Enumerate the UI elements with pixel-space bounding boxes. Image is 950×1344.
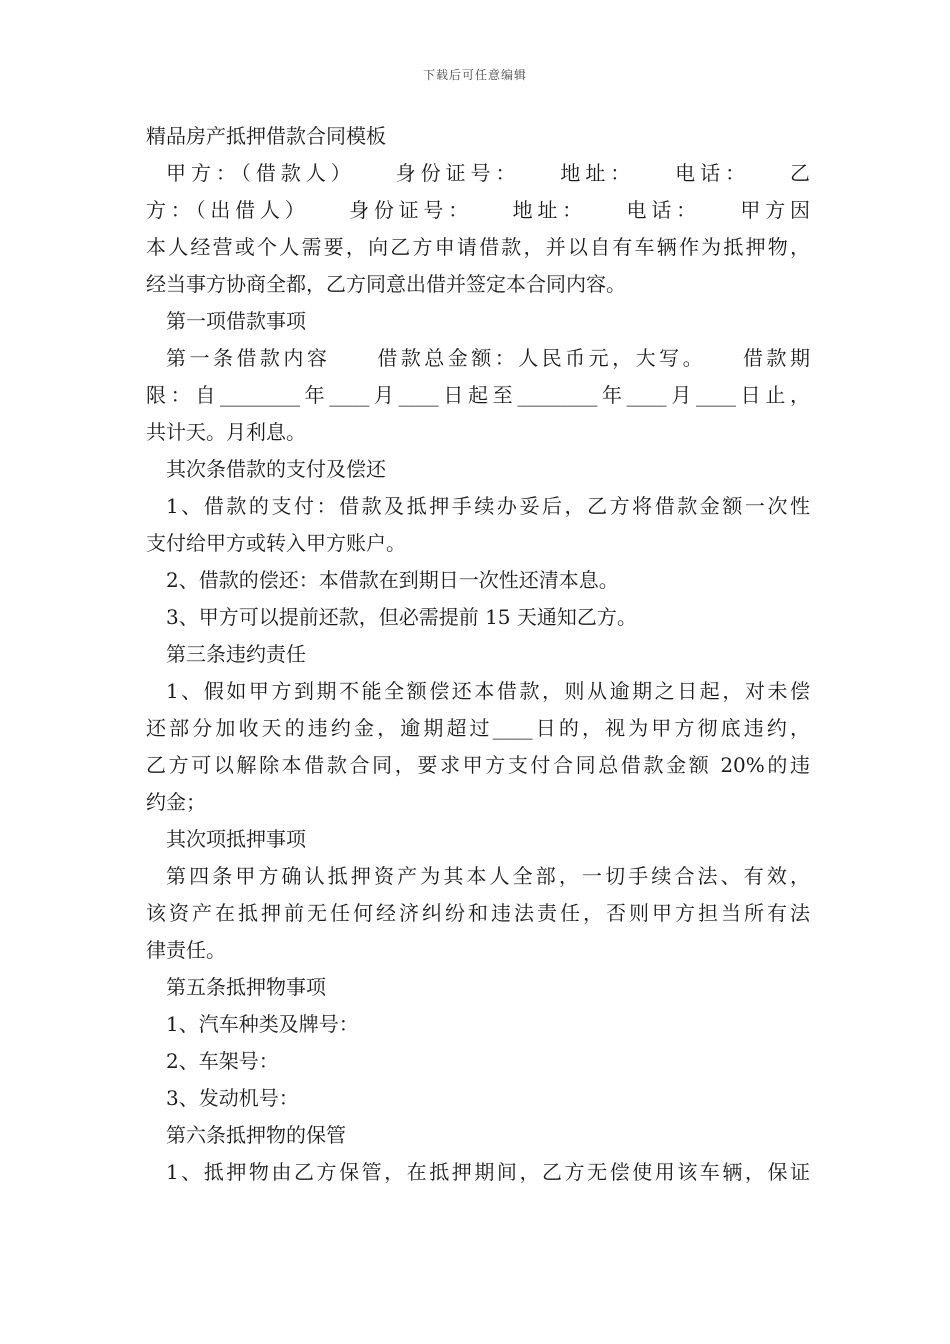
document-line: 第五条抵押物事项 bbox=[166, 975, 326, 999]
document-line: 第一条借款内容 借款总金额：人民币元，大写。 借款期 bbox=[166, 346, 810, 370]
document-line: 2、车架号： bbox=[166, 1049, 279, 1073]
page-header: 下载后可任意编辑 bbox=[422, 68, 527, 82]
document-line: 共计天。月利息。 bbox=[146, 420, 306, 444]
document-line: 第三条违约责任 bbox=[166, 642, 306, 666]
document-line: 还部分加收天的违约金，逾期超过____日的，视为甲方彻底违约， bbox=[146, 716, 810, 740]
document-line: 1、借款的支付：借款及抵押手续办妥后，乙方将借款金额一次性 bbox=[166, 494, 810, 518]
document-line: 第四条甲方确认抵押资产为其本人全部，一切手续合法、有效， bbox=[166, 864, 810, 888]
document-line: 3、发动机号： bbox=[166, 1086, 299, 1110]
document-body bbox=[146, 118, 810, 1191]
document-line: 其次项抵押事项 bbox=[166, 827, 306, 851]
document-line: 2、借款的偿还：本借款在到期日一次性还清本息。 bbox=[166, 568, 619, 592]
document-line: 本人经营或个人需要，向乙方申请借款，并以自有车辆作为抵押物， bbox=[146, 235, 810, 259]
document-line: 经当事方协商全都，乙方同意出借并签定本合同内容。 bbox=[146, 272, 626, 296]
document-line: 该资产在抵押前无任何经济纠纷和违法责任，否则甲方担当所有法 bbox=[146, 901, 810, 925]
document-line: 支付给甲方或转入甲方账户。 bbox=[146, 531, 406, 555]
document-line: 3、甲方可以提前还款，但必需提前 15 天通知乙方。 bbox=[166, 605, 637, 629]
document-line: 其次条借款的支付及偿还 bbox=[166, 457, 386, 481]
document-line: 1、汽车种类及牌号： bbox=[166, 1012, 359, 1036]
document-title: 精品房产抵押借款合同模板 bbox=[146, 124, 386, 148]
document-line: 约金； bbox=[146, 790, 206, 814]
document-line: 方：（出借人） 身份证号： 地址： 电话： 甲方因 bbox=[146, 198, 810, 222]
document-line: 限：自________年____月____日起至________年____月____日止， bbox=[146, 383, 810, 407]
document-line: 1、抵押物由乙方保管，在抵押期间，乙方无偿使用该车辆，保证 bbox=[166, 1160, 810, 1184]
document-line: 第一项借款事项 bbox=[166, 309, 306, 333]
document-line: 1、假如甲方到期不能全额偿还本借款，则从逾期之日起，对未偿 bbox=[166, 679, 810, 703]
document-line: 乙方可以解除本借款合同，要求甲方支付合同总借款金额 20%的违 bbox=[146, 753, 810, 777]
document-line: 甲方：（借款人） 身份证号： 地址： 电话： 乙 bbox=[166, 161, 810, 185]
document-line: 律责任。 bbox=[146, 938, 226, 962]
document-line: 第六条抵押物的保管 bbox=[166, 1123, 346, 1147]
